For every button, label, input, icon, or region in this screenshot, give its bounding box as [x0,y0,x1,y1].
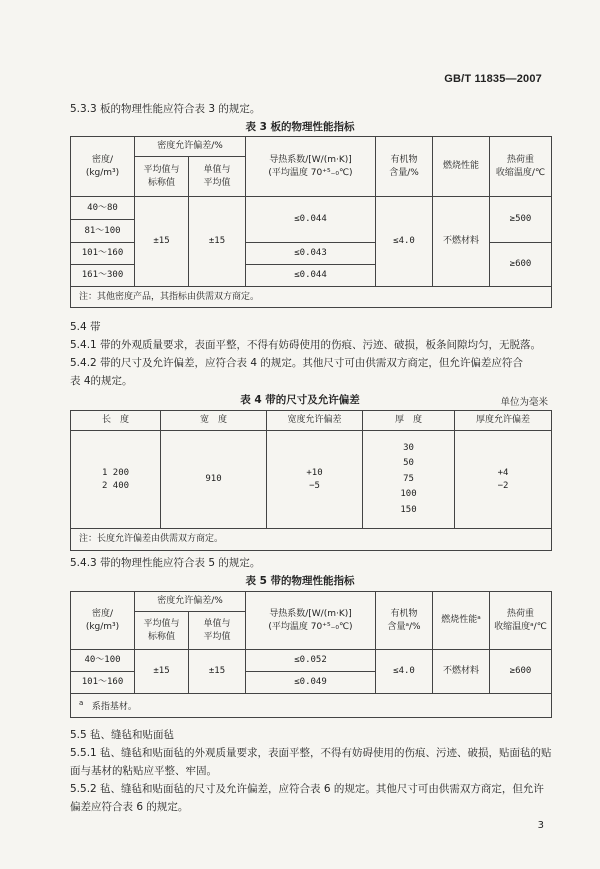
col-thermal-conductivity-header: 导热系数/[W/(m·K)] (平均温度 70⁺⁵₋₀℃) [246,137,376,197]
table-5 [70,591,552,718]
clause-5-4-2-cont: 表 4的规定。 [70,375,133,387]
table-row: 101～160 [71,672,135,694]
unit-label: 单位为毫米 [500,397,548,408]
col-density-tolerance-header: 密度允许偏差/% [135,592,246,612]
clause-5-4-3: 5.4.3 带的物理性能应符合表 5 的规定。 [70,557,261,569]
clause-5-5: 5.5 毡、缝毡和贴面毡 [70,729,175,741]
thickness-tolerance-cell: +4 −2 [455,431,552,529]
length-cell: 1 200 2 400 [71,431,161,529]
table-3-title: 表 3 板的物理性能指标 [245,121,355,133]
tolerance-avg-cell: ±15 [135,197,189,287]
clause-5-4-2: 5.4.2 带的尺寸及允许偏差，应符合表 4 的规定。其他尺寸可由供需双方商定，但允许偏差应符合 [70,357,523,369]
col-thickness-header: 厚 度 [363,411,455,431]
clause-5-5-2: 5.5.2 毡、缝毡和贴面毡的尺寸及允许偏差，应符合表 6 的规定。其他尺寸可由供需双方商定，但允许 [70,783,544,795]
col-organic-content-header: 有机物 含量ᵃ/% [376,592,433,650]
table-row: 81～100 [71,220,135,243]
col-density-tolerance-header: 密度允许偏差/% [135,137,246,157]
thermal-k-cell: ≤0.044 [246,197,376,243]
clause-5-3-3: 5.3.3 板的物理性能应符合表 3 的规定。 [70,103,261,115]
col-single-header: 单值与 平均值 [189,157,246,197]
clause-5-5-1-cont: 面与基材的粘贴应平整、牢固。 [70,765,217,777]
heat-shrink-cell: ≥500 [490,197,552,243]
col-width-tolerance-header: 宽度允许偏差 [267,411,363,431]
col-thickness-tolerance-header: 厚度允许偏差 [455,411,552,431]
table-row: 40～100 [71,650,135,672]
col-length-header: 长 度 [71,411,161,431]
combustion-cell: 不燃材料 [433,197,490,287]
organic-content-cell: ≤4.0 [376,197,433,287]
heat-shrink-cell: ≥600 [490,243,552,287]
col-thermal-conductivity-header: 导热系数/[W/(m·K)] (平均温度 70⁺⁵₋₀℃) [246,592,376,650]
page-number: 3 [537,820,544,831]
col-heat-shrink-header: 热荷重 收缩温度/℃ [490,137,552,197]
table-4 [70,410,552,551]
clause-5-4-1: 5.4.1 带的外观质量要求，表面平整，不得有妨碍使用的伤痕、污迹、破损，板条间隙均匀，无脱落。 [70,339,542,351]
clause-5-5-2-cont: 偏差应符合表 6 的规定。 [70,801,189,813]
thermal-k-cell: ≤0.052 [246,650,376,672]
col-combustion-header: 燃烧性能ᵃ [433,592,490,650]
col-width-header: 宽 度 [161,411,267,431]
table-note: 注：长度允许偏差由供需双方商定。 [71,529,552,551]
width-cell: 910 [161,431,267,529]
combustion-cell: 不燃材料 [433,650,490,694]
col-avg-header: 平均值与 标称值 [135,612,189,650]
col-density-header: 密度/ (kg/m³) [71,137,135,197]
table-note: $^a$ 系指基材。 [71,694,552,718]
heat-shrink-cell: ≥600 [490,650,552,694]
thermal-k-cell: ≤0.049 [246,672,376,694]
width-tolerance-cell: +10 −5 [267,431,363,529]
table-row: 40～80 [71,197,135,220]
standard-number: GB/T 11835—2007 [444,73,542,85]
table-note: 注：其他密度产品，其指标由供需双方商定。 [71,287,552,308]
col-avg-header: 平均值与 标称值 [135,157,189,197]
thickness-cell: 30 50 75 100 150 [363,431,455,529]
clause-5-4: 5.4 带 [70,321,101,333]
thermal-k-cell: ≤0.044 [246,265,376,287]
table-row: 161～300 [71,265,135,287]
clause-5-5-1: 5.5.1 毡、缝毡和贴面毡的外观质量要求，表面平整，不得有妨碍使用的伤痕、污迹、破损，贴面毡的贴 [70,747,552,759]
organic-content-cell: ≤4.0 [376,650,433,694]
table-3 [70,136,552,308]
tolerance-single-cell: ±15 [189,650,246,694]
table-5-title: 表 5 带的物理性能指标 [245,575,355,587]
table-4-title: 表 4 带的尺寸及允许偏差 [240,394,360,406]
thermal-k-cell: ≤0.043 [246,243,376,265]
tolerance-single-cell: ±15 [189,197,246,287]
col-heat-shrink-header: 热荷重 收缩温度ᵃ/℃ [490,592,552,650]
col-single-header: 单值与 平均值 [189,612,246,650]
table-row: 101～160 [71,243,135,265]
col-combustion-header: 燃烧性能 [433,137,490,197]
col-density-header: 密度/ (kg/m³) [71,592,135,650]
col-organic-content-header: 有机物 含量/% [376,137,433,197]
tolerance-avg-cell: ±15 [135,650,189,694]
